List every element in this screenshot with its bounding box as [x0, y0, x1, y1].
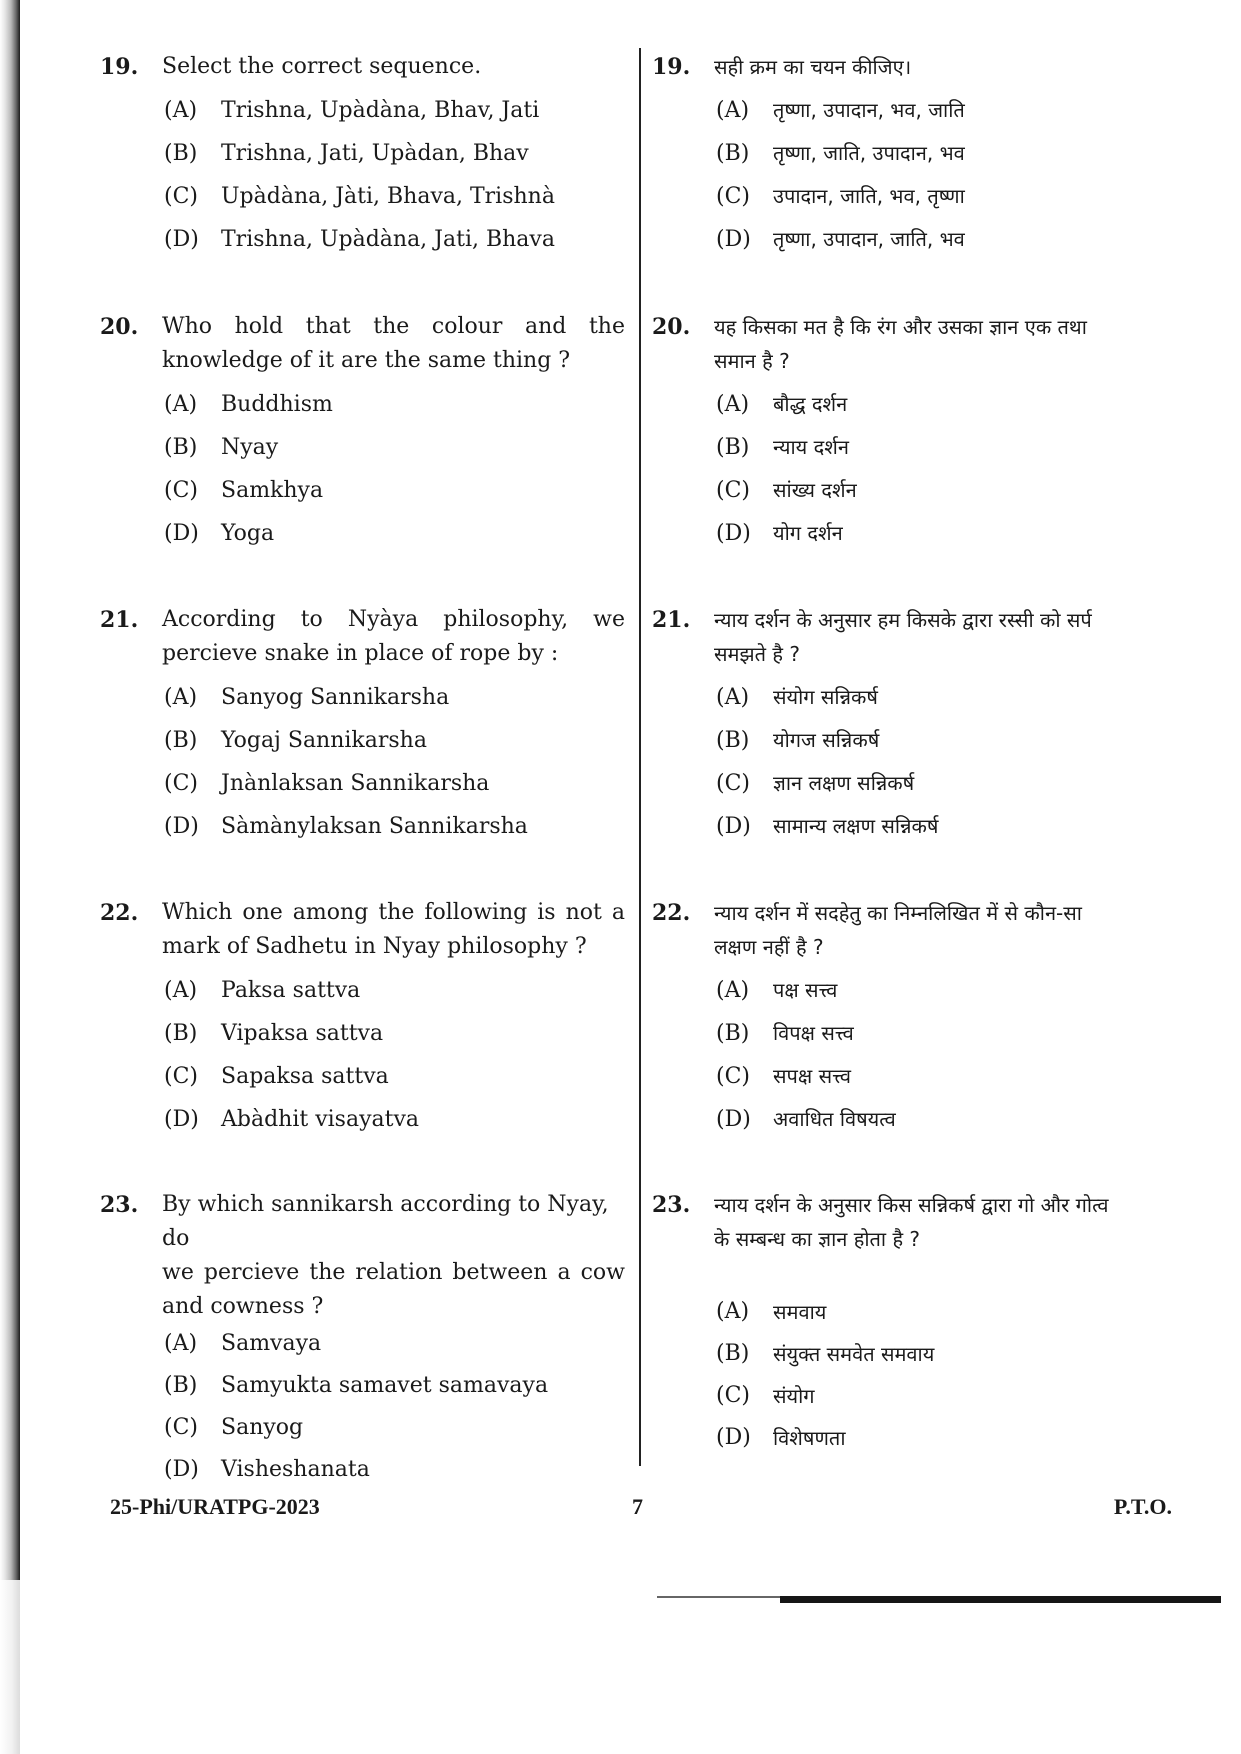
option-b [164, 426, 625, 469]
option-text: उपादान, जाति, भव, तृष्णा [773, 184, 965, 208]
option-text: Nyay [221, 435, 279, 460]
question-text-line: समझते है ? [714, 642, 800, 666]
question-text-line: knowledge of it are the same thing ? [162, 348, 571, 373]
question-text [714, 896, 1172, 964]
option-a [716, 969, 1172, 1012]
option-text: Samvaya [221, 1331, 322, 1356]
question-text-line: लक्षण नहीं है ? [714, 935, 824, 959]
question-20-hi [652, 310, 1172, 555]
question-20-en [100, 310, 625, 555]
option-text: विपक्ष सत्त्व [773, 1021, 854, 1045]
question-text-line: यह किसका मत है कि रंग और उसका ज्ञान एक तथा [714, 315, 1087, 339]
options-list [716, 383, 1172, 555]
option-b [716, 1012, 1172, 1055]
options-list [716, 1291, 1172, 1459]
option-c [164, 469, 625, 512]
question-text: सही क्रम का चयन कीजिए। [714, 55, 912, 79]
options-list [716, 969, 1172, 1141]
option-label: (D) [716, 521, 751, 546]
option-b [164, 719, 625, 762]
question-text [714, 1188, 1172, 1256]
options-list [164, 676, 625, 848]
option-label: (C) [716, 771, 750, 796]
option-label: (B) [716, 435, 750, 460]
option-text: अवाधित विषयत्व [773, 1107, 896, 1131]
option-label: (D) [164, 1457, 199, 1482]
question-23-hi [652, 1188, 1172, 1459]
question-text [162, 896, 625, 964]
option-b [716, 719, 1172, 762]
option-d [164, 1449, 625, 1491]
option-label: (A) [716, 392, 750, 417]
question-text-line: By which sannikarsh according to Nyay, do [162, 1192, 609, 1251]
option-label: (C) [716, 1383, 750, 1408]
question-19-hi [652, 50, 1172, 261]
question-text-line: we percieve the relation between a cow [162, 1260, 625, 1285]
option-a [164, 969, 625, 1012]
option-c [164, 1407, 625, 1449]
question-text-line: न्याय दर्शन में सदहेतु का निम्नलिखित में से कौन-सा [714, 901, 1082, 925]
option-c [716, 1055, 1172, 1098]
option-label: (D) [716, 1107, 751, 1132]
option-label: (A) [164, 392, 198, 417]
option-text: Jnànlaksan Sannikarsha [221, 771, 490, 796]
option-d [164, 218, 625, 261]
option-d [716, 512, 1172, 555]
option-a [716, 89, 1172, 132]
question-number: 21. [100, 607, 139, 633]
options-list [164, 89, 625, 261]
question-text-line: के सम्बन्ध का ज्ञान होता है ? [714, 1227, 921, 1251]
option-text: Yoga [221, 521, 275, 546]
option-text: संयोग [773, 1384, 815, 1408]
option-b [164, 1365, 625, 1407]
question-number: 20. [100, 314, 139, 340]
option-c [716, 1375, 1172, 1417]
question-19-en [100, 50, 625, 261]
options-list [164, 1323, 625, 1491]
scan-shadow-edge [0, 0, 20, 1580]
option-text: Yogaj Sannikarsha [221, 728, 427, 753]
question-text: Select the correct sequence. [162, 54, 482, 79]
option-label: (B) [716, 1021, 750, 1046]
option-label: (B) [716, 728, 750, 753]
option-text: Upàdàna, Jàti, Bhava, Trishnà [221, 184, 555, 209]
option-text: बौद्ध दर्शन [773, 392, 848, 416]
option-b [164, 1012, 625, 1055]
option-d [164, 1098, 625, 1141]
question-number: 23. [652, 1192, 691, 1218]
option-label: (C) [716, 184, 750, 209]
option-c [164, 175, 625, 218]
option-d [716, 1098, 1172, 1141]
option-a [164, 1323, 625, 1365]
option-label: (B) [716, 141, 750, 166]
option-c [716, 762, 1172, 805]
option-label: (D) [164, 1107, 199, 1132]
option-text: सांख्य दर्शन [773, 478, 857, 502]
question-text [714, 603, 1172, 671]
question-number: 21. [652, 607, 691, 633]
option-c [164, 1055, 625, 1098]
option-text: संयोग सन्निकर्ष [773, 685, 878, 709]
option-label: (A) [164, 98, 198, 123]
option-text: Trishna, Jati, Upàdan, Bhav [221, 141, 529, 166]
option-text: ज्ञान लक्षण सन्निकर्ष [773, 771, 915, 795]
option-text: Sapaksa sattva [221, 1064, 389, 1089]
option-b [164, 132, 625, 175]
option-text: न्याय दर्शन [773, 435, 849, 459]
option-text: Visheshanata [221, 1457, 370, 1482]
option-a [716, 1291, 1172, 1333]
option-label: (B) [164, 728, 198, 753]
question-text-line: percieve snake in place of rope by : [162, 641, 559, 666]
option-text: Samyukta samavet samavaya [221, 1373, 549, 1398]
option-text: सपक्ष सत्त्व [773, 1064, 851, 1088]
option-text: Paksa sattva [221, 978, 361, 1003]
option-label: (D) [716, 1425, 751, 1450]
option-text: तृष्णा, जाति, उपादान, भव [773, 141, 965, 165]
question-text [714, 310, 1172, 378]
option-label: (D) [164, 521, 199, 546]
question-22-en [100, 896, 625, 1141]
pto-label: P.T.O. [1113, 1494, 1172, 1519]
option-b [716, 1333, 1172, 1375]
question-number: 19. [652, 54, 691, 80]
option-text: तृष्णा, उपादान, भव, जाति [773, 98, 965, 122]
options-list [716, 89, 1172, 261]
option-label: (B) [164, 1373, 198, 1398]
option-d [164, 512, 625, 555]
option-label: (A) [164, 1331, 198, 1356]
option-label: (C) [716, 478, 750, 503]
question-number: 22. [652, 900, 691, 926]
question-text-line: समान है ? [714, 349, 790, 373]
option-d [164, 805, 625, 848]
option-text: विशेषणता [773, 1426, 846, 1450]
option-text: योगज सन्निकर्ष [773, 728, 880, 752]
question-text-line: mark of Sadhetu in Nyay philosophy ? [162, 934, 587, 959]
option-label: (C) [716, 1064, 750, 1089]
option-c [164, 762, 625, 805]
option-text: Buddhism [221, 392, 333, 417]
option-label: (B) [164, 141, 198, 166]
page-footer [110, 1494, 1172, 1530]
option-label: (D) [716, 227, 751, 252]
option-label: (C) [164, 184, 198, 209]
option-text: Vipaksa sattva [221, 1021, 384, 1046]
option-label: (D) [164, 227, 199, 252]
scan-shadow-edge-lower [0, 1580, 20, 1754]
page-number: 7 [632, 1494, 643, 1519]
options-list [164, 969, 625, 1141]
options-list [164, 383, 625, 555]
option-label: (A) [716, 978, 750, 1003]
option-label: (A) [716, 1299, 750, 1324]
question-text-line: According to Nyàya philosophy, we [162, 607, 625, 632]
option-c [716, 469, 1172, 512]
option-d [716, 218, 1172, 261]
option-d [716, 1417, 1172, 1459]
option-d [716, 805, 1172, 848]
question-number: 20. [652, 314, 691, 340]
option-text: तृष्णा, उपादान, जाति, भव [773, 227, 965, 251]
option-label: (A) [164, 685, 198, 710]
option-label: (A) [716, 685, 750, 710]
option-label: (D) [164, 814, 199, 839]
option-b [716, 426, 1172, 469]
question-21-hi [652, 603, 1172, 848]
option-label: (B) [164, 1021, 198, 1046]
question-number: 19. [100, 54, 139, 80]
option-text: Samkhya [221, 478, 324, 503]
option-text: पक्ष सत्त्व [773, 978, 838, 1002]
option-text: Sanyog [221, 1415, 304, 1440]
option-text: Sanyog Sannikarsha [221, 685, 450, 710]
question-number: 22. [100, 900, 139, 926]
bottom-rule-thick [780, 1596, 1221, 1603]
question-number: 23. [100, 1192, 139, 1218]
option-text: संयुक्त समवेत समवाय [773, 1342, 935, 1366]
option-a [716, 383, 1172, 426]
option-text: Abàdhit visayatva [221, 1107, 420, 1132]
option-label: (B) [716, 1341, 750, 1366]
paper-code: 25-Phi/URATPG-2023 [110, 1494, 320, 1519]
option-label: (D) [716, 814, 751, 839]
option-text: समवाय [773, 1300, 827, 1324]
option-a [716, 676, 1172, 719]
option-label: (C) [164, 1415, 198, 1440]
option-label: (C) [164, 478, 198, 503]
option-a [164, 676, 625, 719]
question-text-line: न्याय दर्शन के अनुसार किस सन्निकर्ष द्वारा गो और गोत्व [714, 1193, 1109, 1217]
option-text: Sàmànylaksan Sannikarsha [221, 814, 528, 839]
option-label: (A) [716, 98, 750, 123]
option-c [716, 175, 1172, 218]
option-text: Trishna, Upàdàna, Bhav, Jati [221, 98, 540, 123]
question-text-line: न्याय दर्शन के अनुसार हम किसके द्वारा रस्सी को सर्प [714, 608, 1092, 632]
option-a [164, 89, 625, 132]
option-b [716, 132, 1172, 175]
option-label: (A) [164, 978, 198, 1003]
option-text: Trishna, Upàdàna, Jati, Bhava [221, 227, 555, 252]
question-text-line: Which one among the following is not a [162, 900, 625, 925]
options-list [716, 676, 1172, 848]
column-divider [639, 48, 641, 1466]
question-text-line: and cowness ? [162, 1294, 324, 1319]
question-text [162, 603, 625, 671]
question-22-hi [652, 896, 1172, 1141]
question-text [162, 310, 625, 378]
question-text-line: Who hold that the colour and the [162, 314, 625, 339]
option-a [164, 383, 625, 426]
option-label: (C) [164, 1064, 198, 1089]
question-23-en [100, 1188, 625, 1491]
option-label: (B) [164, 435, 198, 460]
option-text: सामान्य लक्षण सन्निकर्ष [773, 814, 939, 838]
question-text [162, 1188, 625, 1324]
question-21-en [100, 603, 625, 848]
option-text: योग दर्शन [773, 521, 843, 545]
option-label: (C) [164, 771, 198, 796]
